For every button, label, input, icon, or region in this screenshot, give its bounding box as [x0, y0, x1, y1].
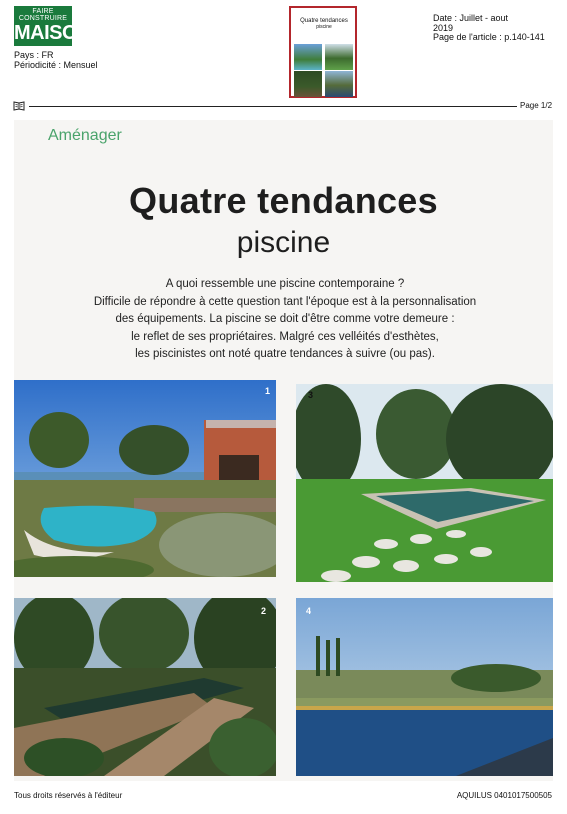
photo-natural-pool — [14, 598, 276, 776]
thumbnail-subtitle: piscine — [316, 24, 332, 30]
article-meta — [433, 14, 545, 43]
photo-number: 4 — [306, 606, 312, 616]
intro-line: Difficile de répondre à cette question tant l'époque est à la personnalisation — [93, 295, 477, 308]
photo-infinity-pool — [296, 598, 553, 776]
photo-number: 3 — [308, 390, 314, 400]
thumbnail-photo-1 — [294, 44, 322, 70]
thumbnail-photo-3 — [294, 71, 322, 97]
intro-line: A quoi ressemble une piscine contemporaine ? — [165, 278, 405, 290]
thumbnail-title: Quatre tendances — [300, 18, 348, 24]
date-label: Date : Juillet - aout — [433, 13, 509, 23]
year-label: 2019 — [433, 22, 454, 33]
periodicity-label: Périodicité : Mensuel — [14, 60, 98, 70]
country-label: Pays : FR — [14, 50, 54, 60]
logo-main-text: MAISON — [14, 22, 91, 44]
intro-line: les piscinistes ont noté quatre tendances à suivre (ou pas). — [135, 348, 435, 360]
intro-line: le reflet de ses propriétaires. Malgré ces velléités d'esthètes, — [131, 330, 439, 343]
article-intro — [80, 276, 490, 364]
article-thumbnail[interactable] — [289, 6, 357, 98]
footer-code: AQUILUS 0401017500505 — [456, 791, 552, 800]
thumbnail-photo-4 — [325, 71, 353, 97]
publication-meta — [14, 50, 98, 70]
footer-rights: Tous droits réservés à l'éditeur — [14, 791, 123, 800]
thumbnail-photo-2 — [325, 44, 353, 70]
logo-top-text: FAIRE CONSTRUIRE — [18, 8, 68, 22]
photo-number: 1 — [264, 386, 270, 396]
magazine-logo — [14, 6, 91, 46]
article-subtitle: piscine — [236, 226, 331, 259]
photo-number: 2 — [260, 606, 266, 616]
header-divider — [29, 106, 517, 107]
book-icon — [13, 100, 25, 111]
intro-line: des équipements. La piscine se doit d'être comme votre demeure : — [115, 313, 455, 325]
photo-villa-pool — [14, 380, 276, 577]
page-indicator: Page 1/2 — [520, 101, 553, 110]
section-label: Aménager — [48, 127, 122, 144]
article-title: Quatre tendances — [129, 180, 438, 221]
photo-garden-pool — [296, 384, 553, 582]
article-page-label: Page de l'article : p.140-141 — [433, 32, 545, 42]
